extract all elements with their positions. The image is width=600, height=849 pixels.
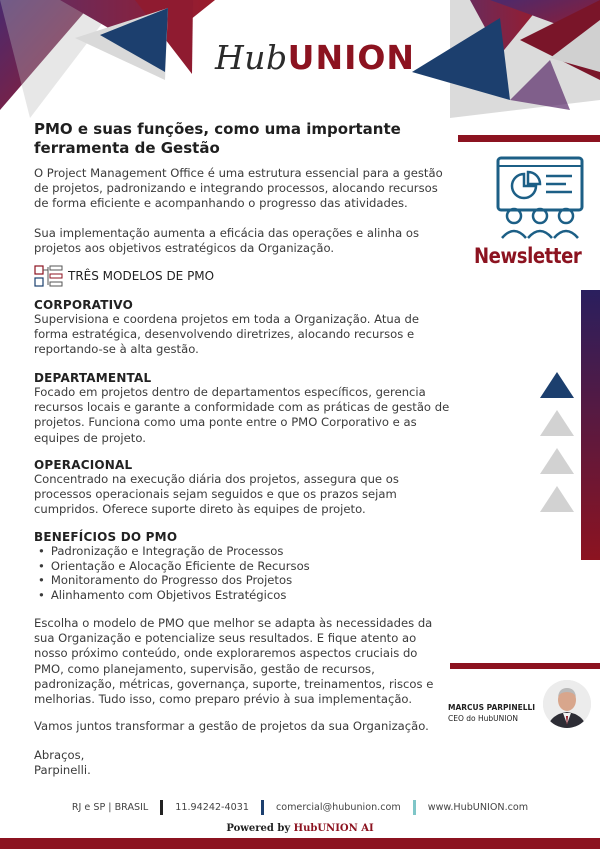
closing-line: Vamos juntos transformar a gestão de projetos da sua Organização. <box>34 719 429 733</box>
footer-phone[interactable]: 11.94242-4031 <box>175 802 249 813</box>
footer-location: RJ e SP | BRASIL <box>71 802 149 813</box>
footer-website[interactable]: www.HubUNION.com <box>427 802 529 813</box>
benefit-item: • Alinhamento com Objetivos Estratégicos <box>38 588 438 603</box>
models-heading-text: TRÊS MODELOS DE PMO <box>68 269 215 283</box>
models-heading <box>34 266 214 286</box>
benefit-item: • Monitoramento do Progresso dos Projetos <box>38 573 438 588</box>
signoff-greeting: Abraços, <box>34 748 85 762</box>
model-description: Focado em projetos dentro de departamentos específicos, gerencia recursos locais e garante a conformidade com as práticas de gestão de projetos. Funciona como uma ponte entre o PMO Corporativo e as equipes de projeto. <box>34 385 450 445</box>
article-title: PMO e suas funções, como uma importante ferramenta de Gestão <box>34 120 401 157</box>
benefit-item: • Orientação e Alocação Eficiente de Recursos <box>38 559 438 574</box>
powered-by <box>0 823 600 834</box>
powered-brand: HubUNION AI <box>293 823 374 834</box>
contact-footer <box>0 800 600 815</box>
model-name: DEPARTAMENTAL <box>34 371 152 385</box>
footer-separator <box>413 800 416 815</box>
footer-separator <box>261 800 264 815</box>
signoff-name: Parpinelli. <box>34 763 91 777</box>
model-description: Concentrado na execução diária dos projetos, assegura que os processos operacionais sejam seguidos e que os prazos sejam cumpridos. Oferece suporte direto às equipes de projeto. <box>34 472 399 517</box>
avatar <box>543 680 591 728</box>
powered-prefix: Powered by <box>226 823 294 834</box>
person-icon <box>543 680 591 728</box>
model-name: CORPORATIVO <box>34 298 133 312</box>
presentation-icon <box>494 154 586 240</box>
benefit-item: • Padronização e Integração de Processos <box>38 544 438 559</box>
hubunion-logo <box>215 38 415 78</box>
logo-hub-text: Hub <box>215 38 288 77</box>
closing-paragraph: Escolha o modelo de PMO que melhor se adapta às necessidades da sua Organização e potencialize seus resultados. E fique atento ao nosso próximo conteúdo, onde exploraremos aspectos cruciais do PMO, como planejamento, supervisão, gestão de recursos, padronização, métricas, governança, suporte, treinamentos, riscos e melhorias. Tudo isso, como preparo prévio à sua implementação. <box>34 616 434 707</box>
logo-union-text: UNION <box>287 38 416 77</box>
model-description: Supervisiona e coordena projetos em toda a Organização. Atua de forma estratégica, desenvolvendo diretrizes, alocando recursos e reportando-se à alta gestão. <box>34 312 420 357</box>
author-role: CEO do HubUNION <box>448 714 518 723</box>
benefits-heading: BENEFÍCIOS DO PMO <box>34 530 178 544</box>
intro-paragraph-2: Sua implementação aumenta a eficácia das operações e alinha os projetos aos objetivos estratégicos da Organização. <box>34 226 420 256</box>
newsletter-label: Newsletter <box>474 244 582 268</box>
footer-email[interactable]: comercial@hubunion.com <box>275 802 401 813</box>
org-chart-icon <box>34 265 64 287</box>
author-name: MARCUS PARPINELLI <box>448 703 536 712</box>
footer-separator <box>160 800 163 815</box>
intro-paragraph: O Project Management Office é uma estrutura essencial para a gestão de projetos, padronizando e integrando processos, alocando recursos de forma eficiente e acompanhando o progresso das atividades. <box>34 166 443 211</box>
benefits-list <box>38 544 438 602</box>
model-name: OPERACIONAL <box>34 458 133 472</box>
